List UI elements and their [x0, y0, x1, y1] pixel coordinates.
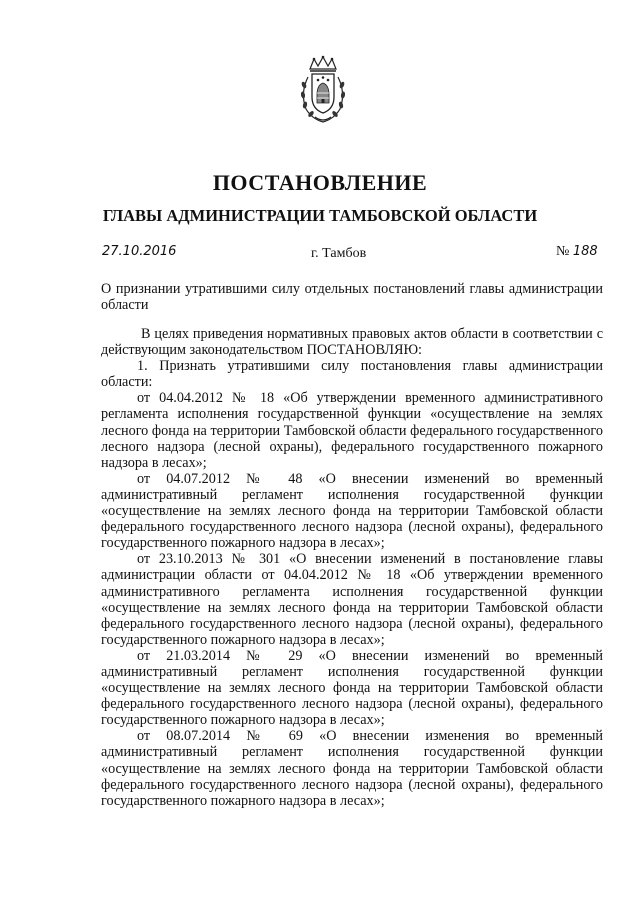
document-subject: О признании утратившими силу отдельных постановлений главы администрации области	[101, 281, 603, 313]
document-number	[556, 244, 598, 260]
number-value: 188	[572, 244, 598, 259]
document-date: 27.10.2016	[102, 244, 177, 259]
list-item: от 04.07.2012 № 48 «О внесении изменений во временный административный регламент исполнения государственной функции «осуществление на землях лесного фонда на территории Тамбовской области федерального государственного лесного надзора (лесной охраны), федерального государственного пожарного надзора в лесах»;	[101, 470, 603, 552]
document-body	[101, 326, 603, 809]
document-title: ПОСТАНОВЛЕНИЕ	[212, 170, 428, 195]
document-city: г. Тамбов	[311, 246, 367, 261]
list-item: от 21.03.2014 № 29 «О внесении изменений во временный административный регламент исполнения государственной функции «осуществление на землях лесного фонда на территории Тамбовской области федерального государственного лесного надзора (лесной охраны), федерального государственного пожарного надзора в лесах»;	[101, 647, 603, 729]
document-subtitle: ГЛАВЫ АДМИНИСТРАЦИИ ТАМБОВСКОЙ ОБЛАСТИ	[102, 206, 538, 225]
list-item: от 04.04.2012 № 18 «Об утверждении временного административного регламента исполнения государственной функции «осуществление на землях лесного фонда на территории Тамбовской области федерального государственного лесного надзора (лесной охраны), федерального государственного пожарного надзора в лесах»;	[101, 390, 603, 471]
preamble-paragraph: В целях приведения нормативных правовых актов области в соответствии с действующим законодательством ПОСТАНОВЛЯЮ:	[101, 326, 603, 359]
number-sign: №	[556, 244, 570, 259]
list-item: от 08.07.2014 № 69 «О внесении изменения во временный административный регламент исполнения государственной функции «осуществление на землях лесного фонда на территории Тамбовской области федерального государственного лесного надзора (лесной охраны), федерального государственного пожарного надзора в лесах»;	[101, 728, 603, 809]
coat-of-arms-icon	[298, 55, 348, 125]
list-item: от 23.10.2013 № 301 «О внесении изменений в постановление главы администрации области от 04.04.2012 № 18 «Об утверждении временного административного регламента исполнения государственной функции «осуществление на землях лесного фонда на территории Тамбовской области федерального государственного лесного надзора (лесной охраны), федерального государственного пожарного надзора в лесах»;	[101, 551, 603, 648]
clause-paragraph: 1. Признать утратившими силу постановления главы администрации области:	[101, 358, 603, 391]
